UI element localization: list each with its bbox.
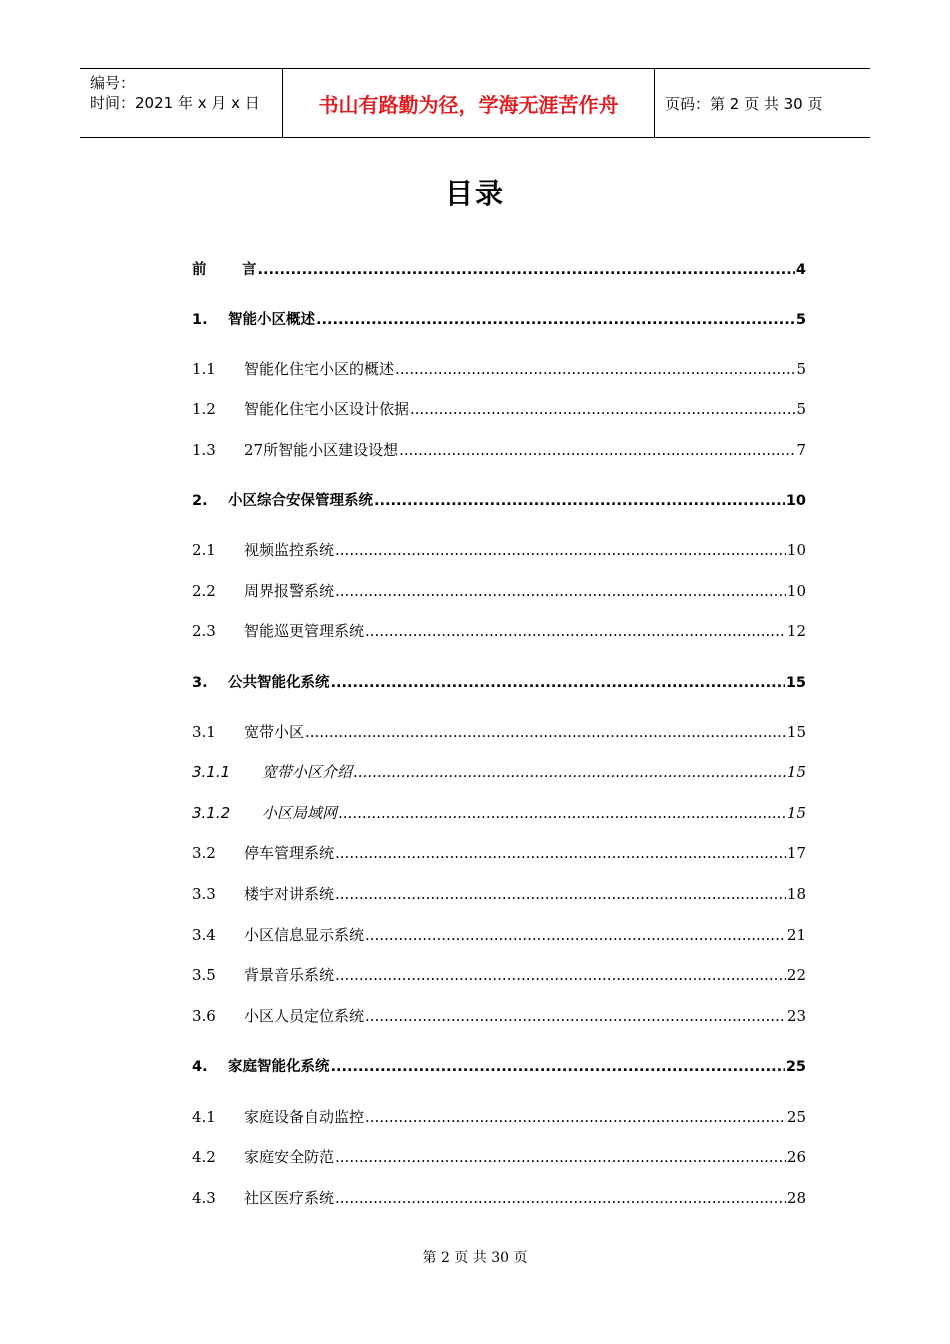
toc-leader-dots xyxy=(335,844,786,862)
toc-page: 25 xyxy=(786,1108,806,1126)
toc-page: 7 xyxy=(796,441,806,459)
toc-leader-dots xyxy=(335,541,786,559)
toc-page: 18 xyxy=(786,885,806,903)
toc-number: 4.3 xyxy=(192,1189,216,1207)
toc-entry-section[interactable] xyxy=(192,1005,806,1027)
toc-number: 4.1 xyxy=(192,1108,216,1126)
header-info-cell xyxy=(80,69,282,137)
toc-leader-dots xyxy=(331,1059,785,1075)
header-motto-cell xyxy=(282,69,655,137)
toc-page: 25 xyxy=(785,1059,806,1075)
toc-entry-chapter[interactable] xyxy=(192,671,806,693)
toc-entry-section[interactable] xyxy=(192,964,806,986)
time-label: 时间：2021 年 x 月 x 日 xyxy=(90,94,260,112)
toc-entry-section[interactable] xyxy=(192,924,806,946)
toc-leader-dots xyxy=(395,360,795,378)
toc-entry-section[interactable] xyxy=(192,842,806,864)
toc-page: 15 xyxy=(786,723,806,741)
toc-number: 4.2 xyxy=(192,1148,216,1166)
toc-leader-dots xyxy=(335,582,786,600)
toc-title: 宽带小区 xyxy=(244,723,305,741)
toc-number: 4. xyxy=(192,1059,208,1075)
toc-page: 5 xyxy=(796,400,806,418)
toc-title: 宽带小区介绍 xyxy=(262,763,353,781)
toc-entry-section[interactable] xyxy=(192,620,806,642)
toc-entry-chapter[interactable] xyxy=(192,308,806,330)
toc-page: 10 xyxy=(786,541,806,559)
toc-entry-section[interactable] xyxy=(192,398,806,420)
toc-leader-dots xyxy=(335,1189,786,1207)
toc-title: 社区医疗系统 xyxy=(244,1189,335,1207)
toc-entry-chapter[interactable] xyxy=(192,489,806,511)
toc-entry-section[interactable] xyxy=(192,1146,806,1168)
toc-title: 停车管理系统 xyxy=(244,844,335,862)
page-label: 页码：第 2 页 共 30 页 xyxy=(665,94,823,113)
toc-page: 15 xyxy=(786,804,806,822)
toc-entry-subsection[interactable] xyxy=(192,761,806,783)
toc-page: 23 xyxy=(786,1007,806,1025)
toc-title: 27所智能小区建设设想 xyxy=(244,441,399,459)
toc-title: 小区综合安保管理系统 xyxy=(228,493,373,509)
toc-leader-dots xyxy=(338,804,786,822)
toc-page: 15 xyxy=(786,763,806,781)
toc-page: 26 xyxy=(786,1148,806,1166)
toc-leader-dots xyxy=(335,1148,786,1166)
toc-title: 家庭智能化系统 xyxy=(228,1059,330,1075)
toc-title: 小区局域网 xyxy=(262,804,338,822)
toc-title: 智能巡更管理系统 xyxy=(244,622,365,640)
toc-number: 2.2 xyxy=(192,582,216,600)
toc-page: 21 xyxy=(786,926,806,944)
toc-number: 3.3 xyxy=(192,885,216,903)
toc-entry-section[interactable] xyxy=(192,883,806,905)
toc-title: 小区信息显示系统 xyxy=(244,926,365,944)
toc-entry-subsection[interactable] xyxy=(192,802,806,824)
toc-number: 1.1 xyxy=(192,360,216,378)
toc-leader-dots xyxy=(365,1108,786,1126)
toc-title: 公共智能化系统 xyxy=(228,675,330,691)
toc-number: 3.4 xyxy=(192,926,216,944)
toc-number: 前 xyxy=(192,262,207,278)
toc-page: 28 xyxy=(786,1189,806,1207)
toc-number: 3.5 xyxy=(192,966,216,984)
toc-leader-dots xyxy=(365,1007,786,1025)
toc-leader-dots xyxy=(331,675,785,691)
toc-entry-section[interactable] xyxy=(192,1187,806,1209)
toc-entry-section[interactable] xyxy=(192,358,806,380)
toc-title: 家庭设备自动监控 xyxy=(244,1108,365,1126)
toc-number: 3.2 xyxy=(192,844,216,862)
toc-leader-dots xyxy=(335,966,786,984)
toc-page: 4 xyxy=(795,262,806,278)
toc-title: 小区人员定位系统 xyxy=(244,1007,365,1025)
toc-leader-dots xyxy=(316,312,795,328)
toc-title: 智能化住宅小区的概述 xyxy=(244,360,395,378)
toc-page: 5 xyxy=(795,312,806,328)
toc-page: 12 xyxy=(786,622,806,640)
toc-page: 10 xyxy=(785,493,806,509)
toc-page: 10 xyxy=(786,582,806,600)
page-footer: 第 2 页 共 30 页 xyxy=(422,1250,528,1266)
toc-leader-dots xyxy=(335,885,786,903)
toc-leader-dots xyxy=(353,763,786,781)
header-page-cell xyxy=(655,69,870,137)
toc-leader-dots xyxy=(410,400,795,418)
number-label: 编号： xyxy=(90,74,136,92)
toc-entry-section[interactable] xyxy=(192,439,806,461)
toc-leader-dots xyxy=(365,622,786,640)
toc-number: 3.1.2 xyxy=(192,804,231,822)
toc-page: 22 xyxy=(786,966,806,984)
page-title: 目录 xyxy=(444,177,505,210)
toc-number: 2.3 xyxy=(192,622,216,640)
toc-title: 家庭安全防范 xyxy=(244,1148,335,1166)
toc-number: 1. xyxy=(192,312,208,328)
toc-leader-dots xyxy=(374,493,785,509)
toc-title: 言 xyxy=(242,262,257,278)
toc-leader-dots xyxy=(399,441,795,459)
toc-entry-section[interactable] xyxy=(192,721,806,743)
toc-title: 周界报警系统 xyxy=(244,582,335,600)
toc-entry-section[interactable] xyxy=(192,580,806,602)
toc-entry-section[interactable] xyxy=(192,1106,806,1128)
toc-entry-preface[interactable] xyxy=(192,258,806,280)
motto-text: 书山有路勤为径，学海无涯苦作舟 xyxy=(318,92,619,117)
document-header xyxy=(80,68,870,138)
toc-entry-section[interactable] xyxy=(192,539,806,561)
toc-page: 15 xyxy=(785,675,806,691)
toc-title: 智能小区概述 xyxy=(228,312,315,328)
toc-page: 17 xyxy=(786,844,806,862)
toc-number: 3.1 xyxy=(192,723,216,741)
toc-title: 楼宇对讲系统 xyxy=(244,885,335,903)
toc-leader-dots xyxy=(258,262,795,278)
toc-number: 3.6 xyxy=(192,1007,216,1025)
toc-number: 3.1.1 xyxy=(192,763,231,781)
toc-number: 2.1 xyxy=(192,541,216,559)
toc-title: 视频监控系统 xyxy=(244,541,335,559)
toc-leader-dots xyxy=(365,926,786,944)
toc-number: 1.2 xyxy=(192,400,216,418)
toc-number: 1.3 xyxy=(192,441,216,459)
toc-leader-dots xyxy=(305,723,786,741)
toc-title: 智能化住宅小区设计依据 xyxy=(244,400,410,418)
toc-page: 5 xyxy=(796,360,806,378)
toc-number: 2. xyxy=(192,493,208,509)
toc-number: 3. xyxy=(192,675,208,691)
toc-entry-chapter[interactable] xyxy=(192,1055,806,1077)
toc-title: 背景音乐系统 xyxy=(244,966,335,984)
